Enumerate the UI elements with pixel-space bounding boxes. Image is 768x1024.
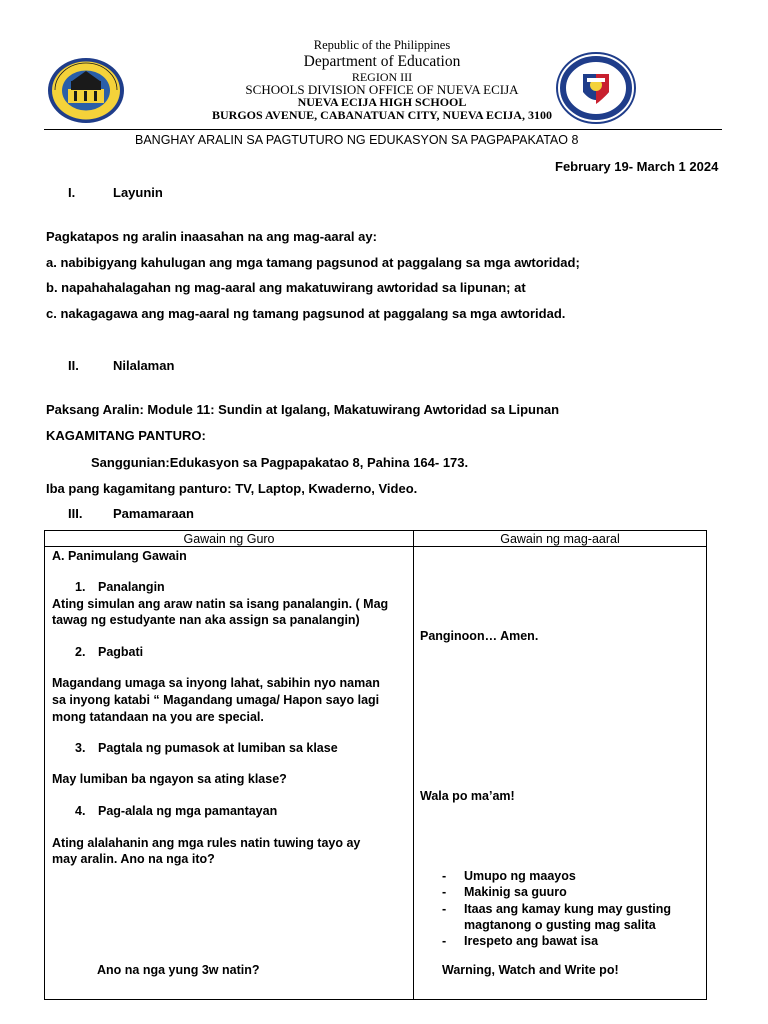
school-address: BURGOS AVENUE, CABANATUAN CITY, NUEVA ECIJA, 3100 [212,108,552,122]
col-header-guro: Gawain ng Guro [45,531,414,547]
item-1-text-line2: tawag ng estudyante nan aka assign sa panalangin) [52,613,360,627]
region-line: REGION III [351,70,413,84]
objective-c: c. nakagagawa ang mag-aaral ng tamang pagsunod at paggalang sa mga awtoridad. [46,306,566,321]
mag-aaral-cell [414,547,707,1000]
item-2-text-line3: mong tatandaan na you are special. [52,710,264,724]
rule-item-3: Itaas ang kamay kung may gusting [464,902,672,916]
rule-bullet-2: - [442,885,447,899]
rule-item-2: Makinig sa guuro [464,885,567,899]
rule-bullet-3: - [442,902,447,916]
rule-item-3-cont: magtanong o gusting mag salita [464,918,656,932]
school-name: NUEVA ECIJA HIGH SCHOOL [297,95,467,109]
lesson-plan-table [44,530,707,1000]
item-3-number: 3. [75,741,86,755]
iba-pang-kagamitan: Iba pang kagamitang panturo: TV, Laptop, Kwaderno, Video. [46,481,418,496]
item-2-number: 2. [75,645,86,659]
rule-item-4: Irespeto ang bawat isa [464,934,599,948]
item-2-text-line1: Magandang umaga sa inyong lahat, sabihin nyo naman [52,676,380,690]
republic-line: Republic of the Philippines [313,38,451,52]
section-1-number: I. [68,185,76,200]
intro-text: Pagkatapos ng aralin inaasahan na ang mag-aaral ay: [46,229,377,244]
section-2-number: II. [68,358,79,373]
division-line: SCHOOLS DIVISION OFFICE OF NUEVA ECIJA [245,82,519,97]
item-2-label: Pagbati [98,645,144,659]
department-line: Department of Education [303,53,461,70]
objective-b: b. napahahalagahan ng mag-aaral ang makatuwirang awtoridad sa lipunan; at [46,280,526,295]
table-header-row [45,531,707,547]
rule-item-1: Umupo ng maayos [464,869,576,883]
section-3-number: III. [68,506,83,521]
item-4-text-line2: may aralin. Ano na nga ito? [52,852,215,866]
section-1-label: Layunin [113,185,163,200]
paksang-aralin: Paksang Aralin: Module 11: Sundin at Igalang, Makatuwirang Awtoridad sa Lipunan [46,402,560,417]
section-2-label: Nilalaman [113,358,175,373]
date-range: February 19- March 1 2024 [555,159,719,174]
response-lumiban: Wala po ma’am! [420,789,515,803]
item-3-label: Pagtala ng pumasok at lumiban sa klase [98,741,338,755]
table-row [45,547,707,1000]
rule-bullet-4: - [442,934,447,948]
item-2-text-line2: sa inyong katabi “ Magandang umaga/ Hapon sayo lagi [52,693,380,707]
item-1-label: Panalangin [98,580,165,594]
header-divider [44,129,722,130]
guro-cell [45,547,414,1000]
response-3w: Warning, Watch and Write po! [442,963,619,977]
panimulang-gawain-heading: A. Panimulang Gawain [52,549,187,563]
sanggunian: Sanggunian:Edukasyon sa Pagpapakatao 8, Pahina 164- 173. [91,455,469,470]
kagamitang-panturo: KAGAMITANG PANTURO: [46,428,206,443]
document-title: BANGHAY ARALIN SA PAGTUTURO NG EDUKASYON SA PAGPAPAKATAO 8 [135,133,579,147]
item-3-text: May lumiban ba ngayon sa ating klase? [52,772,287,786]
col-header-mag-aaral: Gawain ng mag-aaral [414,531,707,547]
objective-a: a. nabibigyang kahulugan ang mga tamang pagsunod at paggalang sa mga awtoridad; [46,255,580,270]
item-4-text-line1: Ating alalahanin ang mga rules natin tuwing tayo ay [52,836,361,850]
item-4-number: 4. [75,804,86,818]
question-3w: Ano na nga yung 3w natin? [97,963,260,977]
section-3-label: Pamamaraan [113,506,194,521]
rule-bullet-1: - [442,869,447,883]
item-1-text-line1: Ating simulan ang araw natin sa isang panalangin. ( Mag [52,597,389,611]
response-panalangin: Panginoon… Amen. [420,629,539,643]
item-4-label: Pag-alala ng mga pamantayan [98,804,278,818]
item-1-number: 1. [75,580,86,594]
